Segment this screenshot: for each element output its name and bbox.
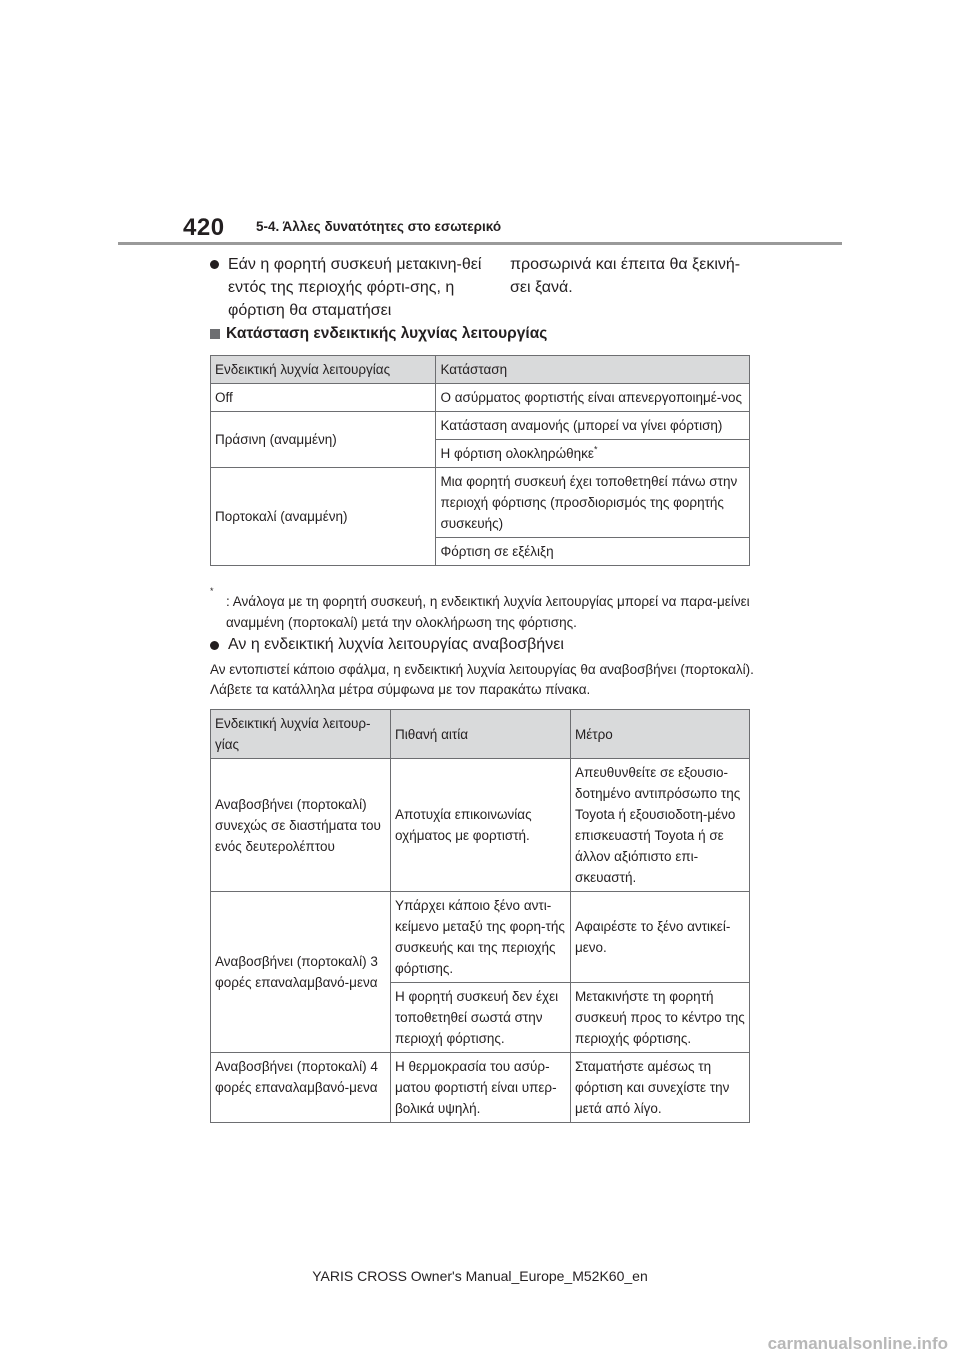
table-cell: Αποτυχία επικοινωνίας οχήματος με φορτιστή.: [391, 759, 571, 892]
table-cell: Ο ασύρματος φορτιστής είναι απενεργοποιημέ-νος: [436, 384, 750, 412]
table-row: [211, 759, 750, 892]
watermark: carmanualsonline.info: [767, 1334, 948, 1353]
table-header-cell: Μέτρο: [571, 710, 750, 759]
intro-text-right: προσωρινά και έπειτα θα ξεκινή-σει ξανά.: [510, 256, 741, 296]
table-header-cell: Κατάσταση: [436, 356, 750, 384]
bullet-flashing-text: Αν η ενδεικτική λυχνία λειτουργίας αναβοσβήνει: [228, 636, 564, 653]
subheading: [210, 325, 547, 343]
table-cell: Σταματήστε αμέσως τη φόρτιση και συνεχίστε την μετά από λίγο.: [571, 1053, 750, 1123]
table-header-row: [211, 356, 750, 384]
square-bullet-icon: [210, 329, 220, 339]
indicator-status-table: [210, 355, 750, 566]
table-cell: Κατάσταση αναμονής (μπορεί να γίνει φόρτιση): [436, 412, 750, 440]
table-cell: Φόρτιση σε εξέλιξη: [436, 538, 750, 566]
footnote-text: : Ανάλογα με τη φορητή συσκευή, η ενδεικτική λυχνία λειτουργίας μπορεί να παρα-μείνει αναμμένη (πορτοκαλί) μετά την ολοκλήρωση της φόρτισης.: [226, 594, 750, 630]
table-cell: Αναβοσβήνει (πορτοκαλί) 3 φορές επαναλαμβανό-μενα: [211, 892, 391, 1053]
section-title: 5-4. Άλλες δυνατότητες στο εσωτερικό: [256, 219, 502, 234]
footer: YARIS CROSS Owner's Manual_Europe_M52K60_en: [312, 1268, 648, 1284]
table-cell: Αναβοσβήνει (πορτοκαλί) 4 φορές επαναλαμβανό-μενα: [211, 1053, 391, 1123]
table-cell: Υπάρχει κάποιο ξένο αντι-κείμενο μεταξύ της φορη-τής συσκευής και της περιοχής φόρτισης.: [391, 892, 571, 983]
table-cell: Πορτοκαλί (αναμμένη): [211, 468, 436, 566]
table-cell: Αφαιρέστε το ξένο αντικεί-μενο.: [571, 892, 750, 983]
table-row: [211, 468, 750, 538]
table-row: [211, 412, 750, 440]
table-header-cell: Ενδεικτική λυχνία λειτουργίας: [211, 356, 436, 384]
table-cell: [436, 440, 750, 468]
footnote-mark: *: [593, 444, 598, 455]
table-cell: Αναβοσβήνει (πορτοκαλί) συνεχώς σε διαστήματα του ενός δευτερολέπτου: [211, 759, 391, 892]
table-cell: Μια φορητή συσκευή έχει τοποθετηθεί πάνω στην περιοχή φόρτισης (προσδιορισμός της φορητής συσκευής): [436, 468, 750, 538]
intro-bullet-left: [210, 253, 500, 322]
page-number: 420: [183, 214, 225, 241]
table-cell: Off: [211, 384, 436, 412]
cell-text: Η φόρτιση ολοκληρώθηκε: [440, 446, 594, 461]
table-cell: Μετακινήστε τη φορητή συσκευή προς το κέντρο της περιοχής φόρτισης.: [571, 983, 750, 1053]
bullet-flashing: [210, 634, 564, 656]
table-cell: Απευθυνθείτε σε εξουσιο-δοτημένο αντιπρόσωπο της Toyota ή εξουσιοδοτη-μένο επισκευαστή Toyota ή σε άλλον αξιόπιστο επι-σκευαστή.: [571, 759, 750, 892]
troubleshooting-table: [210, 709, 750, 1123]
table-row: [211, 1053, 750, 1123]
table-row: [211, 384, 750, 412]
table-cell: Η φορητή συσκευή δεν έχει τοποθετηθεί σωστά στην περιοχή φόρτισης.: [391, 983, 571, 1053]
footnote: * : Ανάλογα με τη φορητή συσκευή, η ενδεικτική λυχνία λειτουργίας μπορεί να παρα-μείνει αναμμένη (πορτοκαλί) μετά την ολοκλήρωση της φόρτισης.: [210, 591, 755, 633]
header-divider: [118, 242, 842, 245]
paragraph: Αν εντοπιστεί κάποιο σφάλμα, η ενδεικτική λυχνία λειτουργίας θα αναβοσβήνει (πορτοκαλί). Λάβετε τα κατάλληλα μέτρα σύμφωνα με τον παρακάτω πίνακα.: [210, 662, 754, 697]
table-cell: Πράσινη (αναμμένη): [211, 412, 436, 468]
intro-text-left: Εάν η φορητή συσκευή μετακινη-θεί εντός της περιοχής φόρτι-σης, η φόρτιση θα σταματήσει: [228, 256, 482, 319]
subheading-text: Κατάσταση ενδεικτικής λυχνίας λειτουργίας: [226, 325, 548, 342]
bullet-icon: [210, 260, 219, 269]
table-header-cell: Ενδεικτική λυχνία λειτουρ-γίας: [211, 710, 391, 759]
table-cell: Η θερμοκρασία του ασύρ-ματου φορτιστή είναι υπερ-βολικά υψηλή.: [391, 1053, 571, 1123]
table-header-row: [211, 710, 750, 759]
table-row: [211, 892, 750, 983]
bullet-icon: [210, 641, 219, 650]
table-header-cell: Πιθανή αιτία: [391, 710, 571, 759]
